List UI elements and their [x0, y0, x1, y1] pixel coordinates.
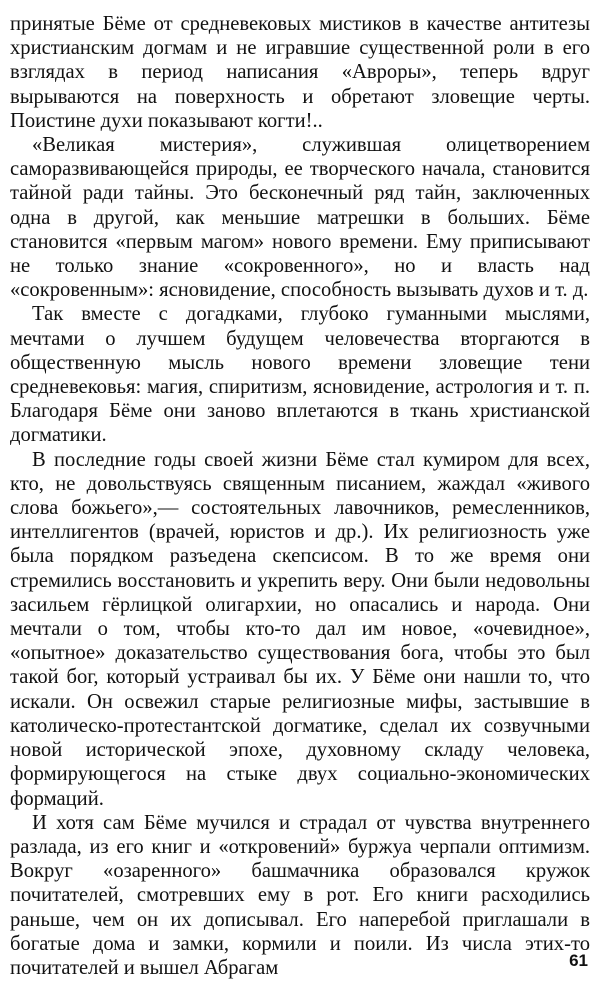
page-body	[10, 12, 590, 980]
paragraph-shadows-of-middle-ages: Так вместе с догадками, глубоко гуманными мыслями, мечтами о лучшем будущем человечества вторгаются в общественную мысль нового времени зловещие тени средневековья: магия, спиритизм, ясновидение, астрология и т. п. Благодаря Бёме они заново вплетаются в ткань христианской догматики.	[10, 303, 590, 447]
paragraph-continuation: принятые Бёме от средневековых мистиков в качестве антитезы христианским догмам и не игравшие существенной роли в его взглядах в период написания «Авроры», теперь вдруг вырываются на поверхность и обретают зловещие черты. Поистине духи показывают когти!..	[10, 13, 590, 132]
page-number: 61	[569, 951, 588, 970]
paragraph-great-mystery: «Великая мистерия», служившая олицетворением саморазвивающейся природы, ее творческого начала, становится тайной ради тайны. Это бесконечный ряд тайн, заключенных одна в другой, как меньшие матрешки в больших. Бёме становится «первым магом» нового времени. Ему приписывают не только знание «сокровенного», но и власть над «сокровенным»: ясновидение, способность вызывать духов и т. д.	[10, 134, 590, 302]
paragraph-last-years: В последние годы своей жизни Бёме стал кумиром для всех, кто, не довольствуясь священным писанием, жаждал «живого слова божьего»,— состоятельных лавочников, ремесленников, интеллигентов (врачей, юристов и др.). Их религиозность уже была порядком разъедена скепсисом. В то же время они стремились восстановить и укрепить веру. Они были недовольны засильем гёрлицкой олигархии, но опасались и народа. Они мечтали о том, чтобы кто-то дал им новое, «очевидное», «опытное» доказательство существования бога, чтобы это был такой бог, который устраивал бы их. У Бёме они нашли то, что искали. Он освежил старые религиозные мифы, застывшие в католическо-протестантской догматике, сделал их созвучными новой исторической эпохе, духовному складу человека, формирующегося на стыке двух социально-экономических формаций.	[10, 448, 590, 810]
paragraph-admirers: И хотя сам Бёме мучился и страдал от чувства внутреннего разлада, из его книг и «откровений» буржуа черпали оптимизм. Вокруг «озаренного» башмачника образовался кружок почитателей, смотревших ему в рот. Его книги расходились раньше, чем он их дописывал. Его наперебой приглашали в богатые дома и замки, кормили и поили. Из числа этих-то почитателей и вышел Абрагам	[10, 811, 590, 979]
